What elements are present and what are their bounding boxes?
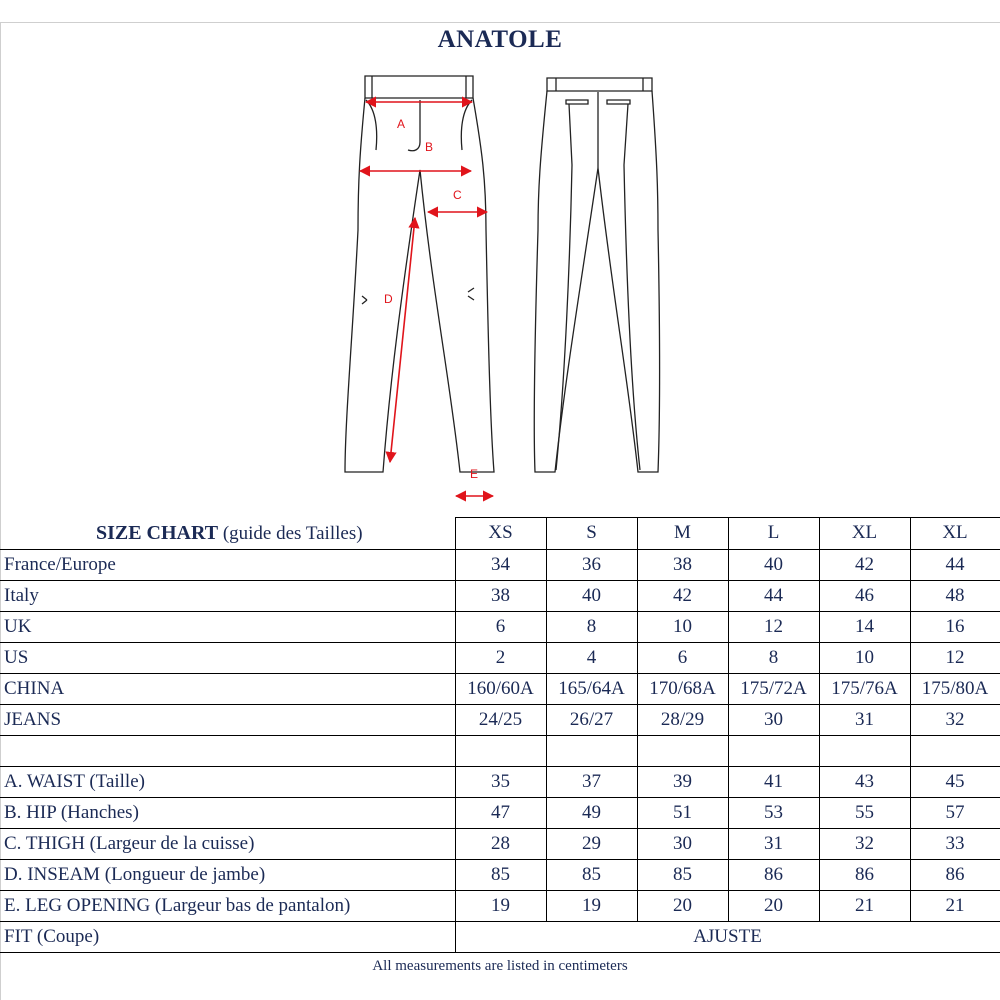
table-cell: [546, 735, 637, 766]
table-cell: 20: [637, 890, 728, 921]
size-header-row: [0, 518, 1000, 550]
table-cell: 6: [637, 642, 728, 673]
label-e: E: [470, 467, 479, 481]
table-cell: [910, 735, 1000, 766]
size-header-cell: XL: [910, 518, 1000, 550]
table-cell: 38: [455, 580, 546, 611]
table-cell: 32: [910, 704, 1000, 735]
size-chart-table: [0, 517, 1000, 953]
table-cell: 16: [910, 611, 1000, 642]
row-label: Italy: [0, 580, 455, 611]
table-cell: 14: [819, 611, 910, 642]
table-cell: 29: [546, 828, 637, 859]
table-cell: 10: [819, 642, 910, 673]
table-cell: 8: [728, 642, 819, 673]
table-row: [0, 828, 1000, 859]
table-cell: 31: [728, 828, 819, 859]
fit-label: FIT (Coupe): [0, 921, 455, 952]
table-cell: 32: [819, 828, 910, 859]
table-cell: [637, 735, 728, 766]
table-cell: 86: [728, 859, 819, 890]
table-cell: 46: [819, 580, 910, 611]
table-cell: 2: [455, 642, 546, 673]
table-cell: 175/80A: [910, 673, 1000, 704]
table-cell: 44: [910, 549, 1000, 580]
table-cell: 40: [546, 580, 637, 611]
size-header-cell: XS: [455, 518, 546, 550]
row-label: D. INSEAM (Longueur de jambe): [0, 859, 455, 890]
table-cell: 37: [546, 766, 637, 797]
table-row: [0, 797, 1000, 828]
row-label: US: [0, 642, 455, 673]
table-cell: 48: [910, 580, 1000, 611]
table-cell: 86: [819, 859, 910, 890]
table-cell: 36: [546, 549, 637, 580]
fit-row: [0, 921, 1000, 952]
row-label: A. WAIST (Taille): [0, 766, 455, 797]
size-header-cell: S: [546, 518, 637, 550]
table-cell: 49: [546, 797, 637, 828]
table-cell: 39: [637, 766, 728, 797]
table-row: [0, 580, 1000, 611]
table-row: [0, 859, 1000, 890]
table-cell: 42: [637, 580, 728, 611]
table-cell: 28: [455, 828, 546, 859]
back-panel-seam-right: [624, 104, 640, 470]
table-cell: 30: [637, 828, 728, 859]
table-cell: 21: [910, 890, 1000, 921]
row-label: CHINA: [0, 673, 455, 704]
table-row: [0, 766, 1000, 797]
table-cell: 51: [637, 797, 728, 828]
table-cell: [819, 735, 910, 766]
table-cell: [728, 735, 819, 766]
table-cell: 8: [546, 611, 637, 642]
measurement-note: All measurements are listed in centimeters: [372, 958, 628, 974]
row-label: C. THIGH (Largeur de la cuisse): [0, 828, 455, 859]
front-outline: [345, 98, 494, 472]
table-cell: 12: [910, 642, 1000, 673]
front-view-drawing: [345, 76, 494, 472]
front-pocket-left: [366, 100, 377, 150]
size-header-cell: XL: [819, 518, 910, 550]
table-cell: 38: [637, 549, 728, 580]
size-chart-subtitle: (guide des Tailles): [222, 522, 363, 544]
table-cell: 6: [455, 611, 546, 642]
row-label: [0, 735, 455, 766]
table-cell: 19: [546, 890, 637, 921]
table-row: [0, 890, 1000, 921]
table-cell: 24/25: [455, 704, 546, 735]
table-cell: 45: [910, 766, 1000, 797]
label-a: A: [397, 117, 406, 131]
table-cell: 41: [728, 766, 819, 797]
table-cell: 30: [728, 704, 819, 735]
table-cell: 175/72A: [728, 673, 819, 704]
front-fly: [408, 100, 420, 151]
brand-title: ANATOLE: [437, 26, 563, 53]
table-cell: 34: [455, 549, 546, 580]
table-cell: 85: [546, 859, 637, 890]
table-cell: 31: [819, 704, 910, 735]
table-row: [0, 704, 1000, 735]
table-row: [0, 642, 1000, 673]
table-row: [0, 673, 1000, 704]
back-pocket-right: [607, 100, 630, 104]
table-cell: 55: [819, 797, 910, 828]
table-cell: 175/76A: [819, 673, 910, 704]
table-cell: 165/64A: [546, 673, 637, 704]
row-label: B. HIP (Hanches): [0, 797, 455, 828]
label-b: B: [425, 140, 434, 154]
size-header-cell: L: [728, 518, 819, 550]
measure-d-line: [390, 218, 415, 462]
table-cell: 4: [546, 642, 637, 673]
back-view-drawing: [534, 78, 659, 472]
table-cell: 47: [455, 797, 546, 828]
table-cell: 57: [910, 797, 1000, 828]
table-cell: 43: [819, 766, 910, 797]
size-chart-title: SIZE CHART: [95, 521, 219, 544]
table-row: [0, 735, 1000, 766]
table-cell: 85: [637, 859, 728, 890]
table-cell: 35: [455, 766, 546, 797]
label-c: C: [453, 188, 462, 202]
back-pocket-left: [566, 100, 588, 104]
front-crease-right: [468, 288, 474, 300]
front-crease-left: [362, 296, 367, 304]
size-chart-heading: [0, 518, 455, 550]
table-cell: 21: [819, 890, 910, 921]
size-header-cell: M: [637, 518, 728, 550]
table-cell: 44: [728, 580, 819, 611]
table-row: [0, 611, 1000, 642]
back-panel-seam-left: [556, 104, 572, 470]
table-cell: 20: [728, 890, 819, 921]
table-cell: 85: [455, 859, 546, 890]
row-label: E. LEG OPENING (Largeur bas de pantalon): [0, 890, 455, 921]
table-cell: 28/29: [637, 704, 728, 735]
back-outline: [534, 91, 659, 472]
table-cell: 40: [728, 549, 819, 580]
table-cell: 53: [728, 797, 819, 828]
back-waistband: [547, 78, 652, 91]
table-cell: [455, 735, 546, 766]
table-cell: 12: [728, 611, 819, 642]
table-row: [0, 549, 1000, 580]
row-label: JEANS: [0, 704, 455, 735]
front-waistband: [365, 76, 473, 98]
fit-value: AJUSTE: [455, 921, 1000, 952]
size-chart-body: [0, 518, 1000, 953]
table-cell: 10: [637, 611, 728, 642]
row-label: UK: [0, 611, 455, 642]
table-cell: 160/60A: [455, 673, 546, 704]
table-cell: 170/68A: [637, 673, 728, 704]
table-cell: 42: [819, 549, 910, 580]
table-cell: 86: [910, 859, 1000, 890]
table-cell: 33: [910, 828, 1000, 859]
front-pocket-right: [461, 100, 472, 150]
label-d: D: [384, 292, 393, 306]
table-cell: 19: [455, 890, 546, 921]
row-label: France/Europe: [0, 549, 455, 580]
table-cell: 26/27: [546, 704, 637, 735]
